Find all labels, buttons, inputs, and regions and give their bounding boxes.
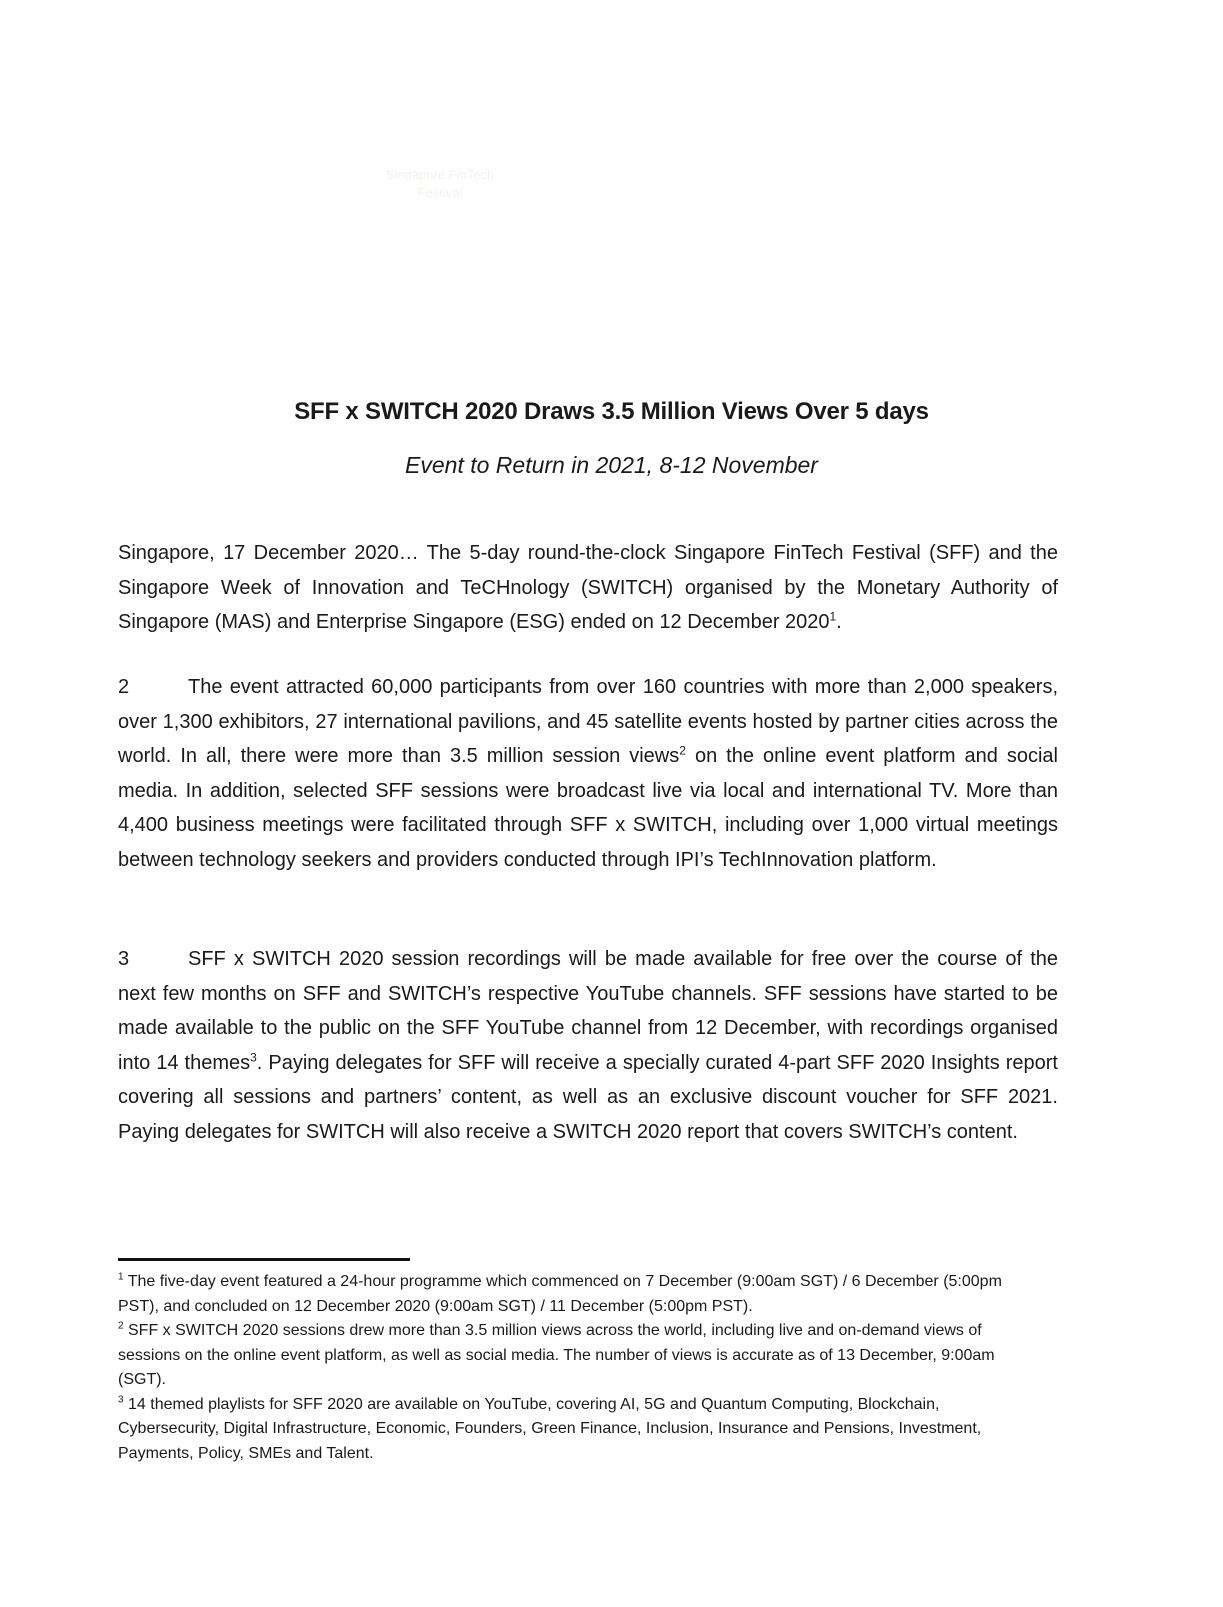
paragraph-3-text-b: . Paying delegates for SFF will receive a specially curated 4-part SFF 2020 Insights report covering all sessions and partners’ content, as well as an exclusive discount voucher for SFF 2021. Paying delegates for SWITCH will also receive a SWITCH 2020 report that covers SWITCH’s content. — [118, 1051, 1058, 1143]
footnote-ref-2: 2 — [679, 743, 686, 758]
paragraph-2-number: 2 — [118, 676, 130, 698]
paragraph-2-text-a: The event attracted 60,000 participants from over 160 countries with more than 2,000 speakers, over 1,300 exhibitors, 27 international pavilions, and 45 satellite events hosted by partner cities across the world. In all, there were more than 3.5 million session views — [118, 676, 1058, 767]
paragraph-1 — [118, 536, 1058, 640]
paragraph-1-text: Singapore, 17 December 2020… The 5-day round-the-clock Singapore FinTech Festival (SFF) and the Singapore Week of Innovation and TeCHnology (SWITCH) organised by the Monetary Authority of Singapore (MAS) and Enterprise Singapore (ESG) ended on 12 December 2020 — [118, 542, 1058, 633]
footnote-2-mark: 2 — [118, 1320, 124, 1332]
footnotes — [118, 1270, 1038, 1466]
paragraph-2-text-b: on the online event platform and social media. In addition, selected SFF sessions were broadcast live via local and international TV. More than 4,400 business meetings were facilitated through SFF x SWITCH, including over 1,000 virtual meetings between technology seekers and providers conducted through IPI’s TechInnovation platform. — [118, 745, 1059, 871]
footnote-3-text: 14 themed playlists for SFF 2020 are available on YouTube, covering AI, 5G and Quantum Computing, Blockchain, Cybersecurity, Digital Infrastructure, Economic, Founders, Green Finance, Inclusion, Insurance and Pensions, Investment, Payments, Policy, SMEs and Talent. — [118, 1395, 982, 1462]
footnote-1 — [118, 1270, 1038, 1319]
paragraph-3-number: 3 — [118, 948, 130, 970]
document-title: SFF x SWITCH 2020 Draws 3.5 Million Views Over 5 days — [294, 398, 929, 425]
footnote-3-mark: 3 — [118, 1394, 124, 1406]
paragraph-3-text-a: SFF x SWITCH 2020 session recordings will be made available for free over the course of the next few months on SFF and SWITCH’s respective YouTube channels. SFF sessions have started to be made available to the public on the SFF YouTube channel from 12 December, with recordings organised into 14 themes — [118, 948, 1058, 1074]
footnote-divider — [118, 1258, 410, 1261]
logo-line-1: Singapore FinTech — [385, 167, 495, 182]
footnote-2 — [118, 1319, 1038, 1393]
footnote-1-mark: 1 — [118, 1271, 124, 1283]
paragraph-3 — [118, 942, 1058, 1149]
paragraph-2 — [118, 670, 1058, 877]
logo-line-2: Festival — [417, 185, 463, 200]
footnote-2-text: SFF x SWITCH 2020 sessions drew more than 3.5 million views across the world, including live and on-demand views of sessions on the online event platform, as well as social media. The number of views is accurate as of 13 December, 9:00am (SGT). — [118, 1322, 995, 1388]
faint-logo-watermark — [360, 166, 520, 202]
footnote-1-text: The five-day event featured a 24-hour programme which commenced on 7 December (9:00am SGT) / 6 December (5:00pm PST), and concluded on 12 December 2020 (9:00am SGT) / 11 December (5:00pm PST). — [118, 1273, 1002, 1315]
footnote-3 — [118, 1393, 1038, 1467]
footnote-ref-3: 3 — [250, 1049, 257, 1064]
document-subtitle: Event to Return in 2021, 8-12 November — [405, 452, 818, 478]
footnote-ref-1: 1 — [829, 609, 837, 624]
paragraph-1-end: . — [836, 611, 842, 633]
